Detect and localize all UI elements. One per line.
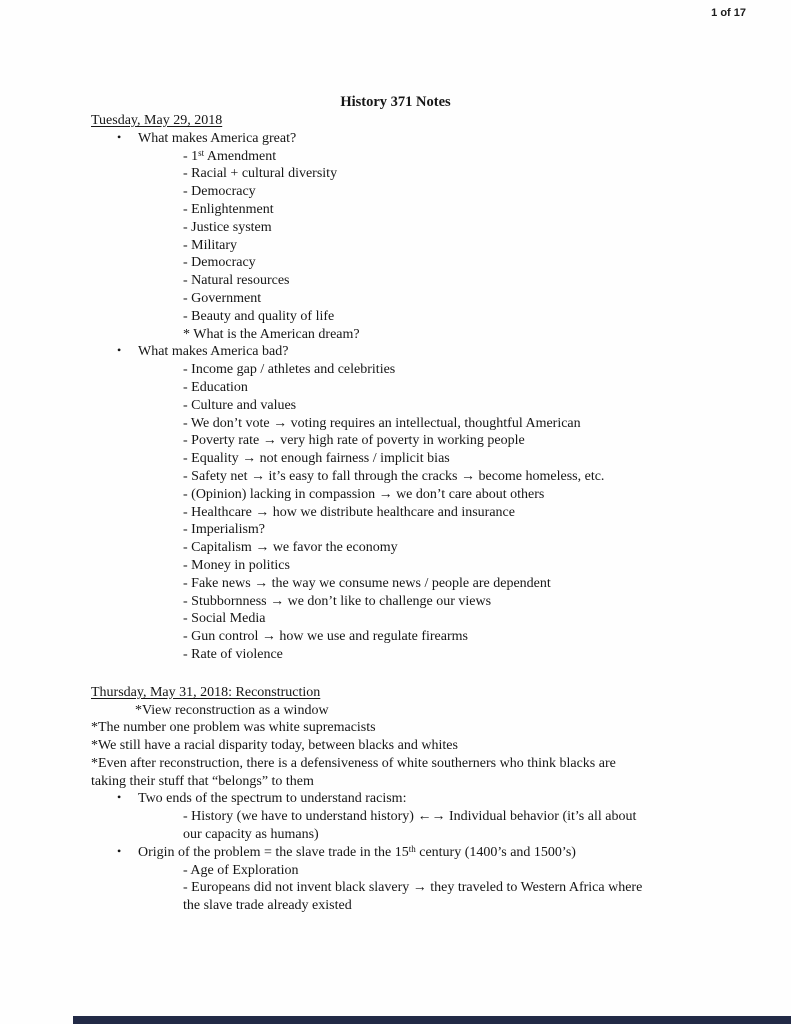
note-line: - Education (183, 379, 248, 395)
note-line: - Government (183, 290, 262, 306)
note-line: - Fake news → the way we consume news / people are dependent (183, 575, 551, 591)
note-line-bullet (91, 343, 759, 361)
note-line: - Military (183, 237, 238, 253)
note-line: taking their stuff that “belongs” to them (91, 773, 314, 789)
note-line-bullet (91, 130, 759, 148)
note-line-bullet (91, 790, 759, 808)
note-line: - Imperialism? (183, 522, 266, 538)
note-line: *We still have a racial disparity today, between blacks and whites (91, 738, 458, 754)
note-line: - Safety net → it’s easy to fall through the cracks → become homeless, etc. (183, 468, 605, 484)
note-line: our capacity as humans) (183, 827, 319, 843)
note-line: - Justice system (183, 219, 272, 235)
note-line: - Age of Exploration (183, 862, 299, 878)
note-line: - Natural resources (183, 273, 290, 289)
note-line: - Stubbornness → we don’t like to challenge our views (183, 593, 492, 609)
note-line: - Beauty and quality of life (183, 308, 335, 324)
note-line: - Europeans did not invent black slavery → they traveled to Western Africa where (183, 880, 643, 896)
note-line: - Money in politics (183, 557, 290, 573)
note-line: - 1st Amendment (183, 147, 277, 164)
note-line: - Enlightenment (183, 201, 274, 217)
bullet-icon: • (117, 343, 122, 358)
section-heading: Tuesday, May 29, 2018 (91, 113, 223, 128)
page-number: 1 of 17 (711, 7, 746, 19)
note-line: *Even after reconstruction, there is a defensiveness of white southerners who think blacks are (91, 755, 616, 771)
bullet-icon: • (117, 843, 122, 858)
scan-edge-artifact (73, 1016, 791, 1024)
note-line: - Poverty rate → very high rate of poverty in working people (183, 433, 525, 449)
note-line: *The number one problem was white supremacists (91, 720, 376, 736)
note-line: - (Opinion) lacking in compassion → we don’t care about others (183, 486, 545, 502)
note-line: - Capitalism → we favor the economy (183, 540, 398, 556)
note-line-bullet (91, 844, 759, 862)
note-line: - Income gap / athletes and celebrities (183, 362, 396, 378)
note-line: - Social Media (183, 611, 266, 627)
note-line: - Democracy (183, 184, 256, 200)
note-line: - Democracy (183, 255, 256, 271)
bullet-icon: • (117, 790, 122, 805)
section-heading: Thursday, May 31, 2018: Reconstruction (91, 684, 321, 700)
note-line: - History (we have to understand history) ←→ Individual behavior (it’s all about (183, 809, 637, 825)
notes-content (91, 112, 759, 915)
note-line: - Equality → not enough fairness / implicit bias (183, 451, 450, 467)
note-line-text: What makes America bad? (138, 344, 289, 360)
note-line: - We don’t vote → voting requires an intellectual, thoughtful American (183, 415, 581, 431)
note-line: - Gun control → how we use and regulate firearms (183, 629, 468, 645)
note-line-text: Two ends of the spectrum to understand racism: (138, 791, 407, 807)
note-line: the slave trade already existed (183, 898, 352, 914)
doc-title: History 371 Notes (340, 94, 451, 110)
note-line-text: What makes America great? (138, 130, 297, 146)
note-line: *View reconstruction as a window (135, 702, 329, 718)
note-line-text: Origin of the problem = the slave trade in the 15th century (1400’s and 1500’s) (138, 843, 576, 860)
note-line: * What is the American dream? (183, 326, 360, 342)
note-line: - Racial + cultural diversity (183, 166, 338, 182)
note-line: - Healthcare → how we distribute healthcare and insurance (183, 504, 515, 520)
note-line: - Culture and values (183, 397, 297, 413)
bullet-icon: • (117, 129, 122, 144)
note-line: - Rate of violence (183, 646, 283, 662)
